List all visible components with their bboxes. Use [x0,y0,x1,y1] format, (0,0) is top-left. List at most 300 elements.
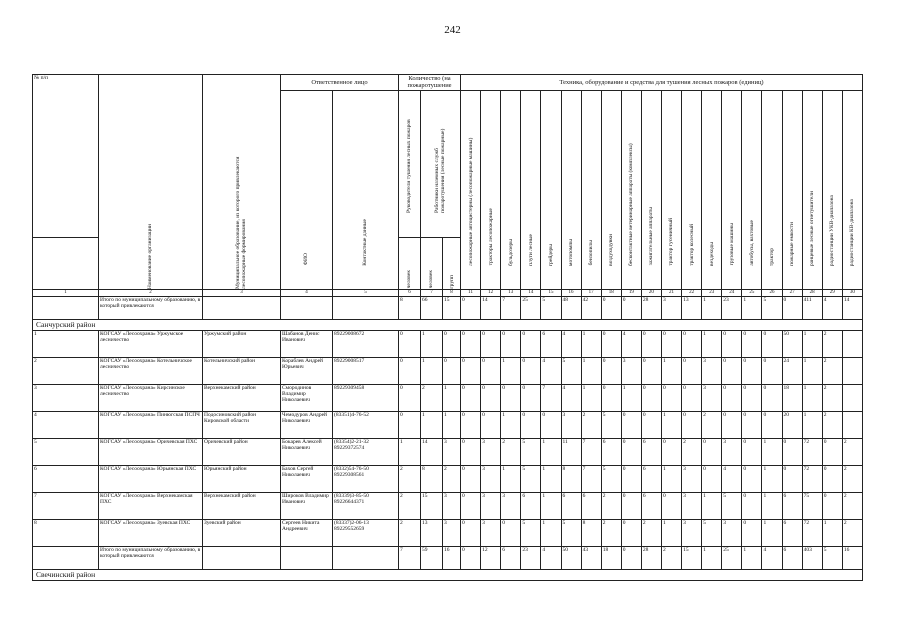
table-cell: 5 [722,492,742,519]
header-tech-11-cell [682,90,702,289]
table-cell: 1 [581,330,601,357]
table-cell: 1 [661,519,681,546]
table-cell: 1 [822,519,842,546]
table-cell: 5 [702,519,722,546]
table-cell: 0 [822,438,842,465]
table-cell: 0 [682,330,702,357]
column-number: 1 [33,290,99,297]
table-cell: 24 [782,357,802,384]
table-cell: 72 [802,465,822,492]
table-cell: 0 [461,519,481,546]
table-cell: 0 [399,330,421,357]
table-cell: 3 [682,519,702,546]
contact-data: (8332)54-76-50 89229308561 [333,465,399,492]
header-tech: грузовые машины [728,223,735,266]
table-cell: 0 [443,330,461,357]
total-value: 59 [421,546,443,569]
column-number: 22 [682,290,702,297]
table-cell: 0 [641,384,661,411]
table-cell: 1 [702,330,722,357]
table-cell: 3 [702,384,722,411]
table-cell: 6 [641,438,661,465]
column-numbers-row [33,290,863,297]
table-cell: 3 [621,357,641,384]
total-value: 48 [561,296,581,319]
table-cell: 0 [399,384,421,411]
table-cell: 6 [581,492,601,519]
table-cell: 3 [682,492,702,519]
column-number: 6 [399,290,421,297]
column-number: 26 [762,290,782,297]
column-number: 5 [333,290,399,297]
column-number: 25 [742,290,762,297]
table-cell: 0 [461,384,481,411]
table-cell: 1 [661,357,681,384]
table-cell: 0 [621,438,641,465]
header-tech: грейдеры [547,243,554,266]
table-cell: 4 [541,357,561,384]
table-cell [842,330,862,357]
header-fio-cell [281,90,333,289]
municipality: Котельничский район [203,357,281,384]
total-value: 403 [802,546,822,569]
column-number: 17 [581,290,601,297]
table-cell: 0 [722,330,742,357]
table-cell: 13 [421,519,443,546]
fire-equipment-table [32,74,863,581]
table-cell: 3 [722,438,742,465]
table-cell: 2 [399,519,421,546]
organization-name: КОГСАУ «Лесоохрана» Котельничское лесничество [99,357,203,384]
table-row [33,438,863,465]
header-tech-7-cell [601,90,621,289]
table-cell: 0 [541,411,561,438]
total-mun-cell [203,546,281,569]
total-value: 50 [561,546,581,569]
table-cell: 3 [443,519,461,546]
section-row [33,569,863,580]
section-title: Свечинский район [33,569,863,580]
header-tech-16-cell [782,90,802,289]
table-cell: 6 [521,492,541,519]
header-row-1 [33,75,863,91]
table-cell: 0 [762,384,782,411]
table-cell: 0 [661,330,681,357]
total-value: 12 [481,546,501,569]
table-cell: 2 [601,492,621,519]
table-cell: 1 [541,492,561,519]
table-cell: 7 [581,465,601,492]
total-value: 5 [822,546,842,569]
table-cell: 0 [682,411,702,438]
table-cell: 8 [421,465,443,492]
table-cell: 0 [399,411,421,438]
table-cell: 0 [702,438,722,465]
table-cell: 2 [399,492,421,519]
table-cell: 3 [481,492,501,519]
organization-name: КОГСАУ «Лесоохрана» Юрьянская ПХС [99,465,203,492]
table-cell: 0 [601,384,621,411]
total-value: 14 [481,296,501,319]
table-cell: 0 [501,384,521,411]
table-cell: 1 [762,465,782,492]
table-cell: 3 [481,465,501,492]
table-cell: 6 [641,465,661,492]
header-people-sub-cell [421,237,443,289]
table-cell: 1 [661,465,681,492]
header-tech-14-cell [742,90,762,289]
table-cell: 3 [501,492,521,519]
total-value: 1 [702,296,722,319]
table-cell: 1 [421,330,443,357]
total-value: 1 [742,546,762,569]
table-cell: 0 [742,330,762,357]
table-cell: 0 [762,411,782,438]
column-number: 27 [782,290,802,297]
column-number: 30 [842,290,862,297]
table-cell: 0 [742,384,762,411]
table-cell: 0 [661,492,681,519]
table-cell: 0 [461,492,481,519]
table-cell: 1 [541,438,561,465]
column-number: 16 [561,290,581,297]
table-row [33,330,863,357]
column-number: 15 [541,290,561,297]
table-cell: 0 [762,357,782,384]
table-cell: 0 [782,438,802,465]
table-cell: 2 [702,411,722,438]
responsible-fio: Широков Владимир Иванович [281,492,333,519]
table-cell: 1 [802,411,822,438]
table-cell: 2 [399,465,421,492]
total-value: 411 [802,296,822,319]
table-cell: 2 [443,465,461,492]
table-cell: 1 [702,492,722,519]
header-resp: Ответственное лицо [281,75,399,91]
table-cell: 2 [501,438,521,465]
table-cell: 0 [742,465,762,492]
table-cell: 0 [461,330,481,357]
header-tech: лесопожарные автоцистерны (лесопожарные машины) [467,137,474,266]
contact-data: 89229309458 [333,384,399,411]
total-value: 0 [461,546,481,569]
table-cell: 1 [621,384,641,411]
table-cell: 1 [541,519,561,546]
header-tech-19-cell [842,90,862,289]
total-num-cell [33,546,99,569]
header-people-sub: групп [448,274,455,289]
column-number: 12 [481,290,501,297]
header-tech: бесконтактные ветеринарные аппараты (комплексы) [628,143,635,266]
total-value: 6 [782,546,802,569]
table-cell: 0 [822,465,842,492]
total-value: 5 [541,296,561,319]
table-cell: 4 [722,465,742,492]
table-cell: 0 [621,411,641,438]
column-number: 7 [421,290,443,297]
total-value: 16 [842,546,862,569]
municipality: Верхнекамский район [203,492,281,519]
total-value: 25 [521,296,541,319]
table-cell: 0 [461,438,481,465]
header-people-sub-cell [399,237,421,289]
header-num: № п/п [33,75,99,238]
municipality: Уржумский район [203,330,281,357]
table-cell: 6 [541,330,561,357]
header-tech: автобусы, вахтовые [748,220,755,266]
table-cell: 0 [481,357,501,384]
total-value: 18 [601,546,621,569]
total-value: 0 [621,546,641,569]
table-cell: 2 [822,357,842,384]
table-cell: 1 [802,357,822,384]
table-cell: 2 [822,384,842,411]
table-cell: 2 [641,519,661,546]
total-contact-cell [333,546,399,569]
table-cell: 14 [421,438,443,465]
column-number: 4 [281,290,333,297]
header-num-blank [33,237,99,289]
table-cell: 5 [601,411,621,438]
table-cell: 2 [421,384,443,411]
table-cell: 2 [842,519,862,546]
table-cell: 0 [682,384,702,411]
table-cell: 1 [501,357,521,384]
table-cell: 1 [802,384,822,411]
organization-name: КОГСАУ «Лесоохрана» Уржумское лесничество [99,330,203,357]
header-tech: зажигательные аппараты [648,207,655,266]
table-cell: 5 [521,519,541,546]
contact-data: 89229008517 [333,357,399,384]
table-cell: 0 [782,465,802,492]
contact-data: (83354)2-21-32 89229372574 [333,438,399,465]
municipality: Зуевский район [203,519,281,546]
table-cell: 0 [742,492,762,519]
table-cell: 3 [443,492,461,519]
total-value: 8 [399,296,421,319]
table-cell: 0 [521,384,541,411]
table-cell: 0 [641,357,661,384]
table-cell: 0 [481,384,501,411]
table-cell: 1 [443,384,461,411]
header-tech: воздуходувки [608,233,615,266]
table-cell: 0 [501,330,521,357]
page-number: 242 [444,24,461,36]
column-number: 19 [621,290,641,297]
header-tech: мотопомпы [568,238,575,266]
header-tech-5-cell [561,90,581,289]
total-num-cell [33,296,99,319]
total-value: 0 [461,296,481,319]
table-cell: 0 [461,465,481,492]
table-cell: 0 [481,330,501,357]
total-contact-cell [333,296,399,319]
table-cell: 0 [722,357,742,384]
contact-data: (83337)2-06-13 89229552659 [333,519,399,546]
table-row [33,492,863,519]
total-value: 2 [661,546,681,569]
total-value: 3 [661,296,681,319]
header-tech: вездеходы [708,241,715,266]
table-cell: 5 [561,357,581,384]
table-row [33,411,863,438]
organization-name: КОГСАУ «Лесоохрана» Пинюгская ПСПЧ [99,411,203,438]
table-cell: 0 [682,357,702,384]
total-value: 28 [641,546,661,569]
table-cell: 50 [782,330,802,357]
column-number: 24 [722,290,742,297]
total-value: 0 [621,296,641,319]
table-cell: 0 [461,411,481,438]
table-cell: 0 [641,330,661,357]
table-cell: 1 [421,411,443,438]
table-cell: 2 [842,465,862,492]
table-cell: 2 [581,411,601,438]
total-label: Итого по муниципальному образованию, в который привлекаются [99,546,203,569]
responsible-fio: Смородинов Владимир Николаевич [281,384,333,411]
total-row-top [33,296,863,319]
header-tech-8-cell [621,90,641,289]
table-cell: 4 [561,330,581,357]
table-cell: 1 [762,519,782,546]
header-tech-15-cell [762,90,782,289]
table-cell: 6 [561,492,581,519]
table-cell: 72 [802,519,822,546]
table-cell: 1 [661,411,681,438]
contact-data: (83339)3-85-50 89226644371 [333,492,399,519]
organization-name: КОГСАУ «Лесоохрана» Оричевская ПХС [99,438,203,465]
table-cell: 0 [601,330,621,357]
table-cell [842,384,862,411]
header-tech: ранцевые лесные огнетушители [809,190,816,266]
table-cell: 0 [702,465,722,492]
header-tech: трактор колесный [688,223,695,266]
total-value: 1 [702,546,722,569]
table-cell: 8 [581,519,601,546]
column-number: 23 [702,290,722,297]
column-number: 28 [802,290,822,297]
total-value: 66 [421,296,443,319]
municipality: Подосиновский район Кировской области [203,411,281,438]
row-number: 2 [33,357,99,384]
total-mun-cell [203,296,281,319]
section-title: Санчурский район [33,319,863,330]
column-number: 29 [822,290,842,297]
table-cell: 0 [822,492,842,519]
contact-data: (83351)4-76-52 [333,411,399,438]
table-cell: 0 [621,519,641,546]
header-mun-cell [203,75,281,290]
header-tech: плуги лесные [527,233,534,266]
row-number: 3 [33,384,99,411]
column-number: 13 [501,290,521,297]
responsible-fio: Шабанов Денис Иванович [281,330,333,357]
table-cell: 6 [601,438,621,465]
header-people-sub: человек [428,270,435,289]
table-cell: 1 [762,438,782,465]
section-row [33,319,863,330]
row-number: 7 [33,492,99,519]
table-cell: 20 [782,411,802,438]
table-cell: 2 [682,438,702,465]
table-cell: 5 [561,519,581,546]
table-row [33,519,863,546]
table-cell: 0 [399,357,421,384]
header-tech-2-cell [501,90,521,289]
municipality: Юрьянский район [203,465,281,492]
header-tech-10-cell [661,90,681,289]
row-number: 8 [33,519,99,546]
table-cell: 2 [822,330,842,357]
municipality: Верхнекамский район [203,384,281,411]
total-value: 0 [782,296,802,319]
table-cell: 0 [461,357,481,384]
table-cell: 0 [443,357,461,384]
table-cell: 0 [621,492,641,519]
table-cell: 5 [521,465,541,492]
header-tech: пожарные емкости [789,221,796,266]
total-value: 16 [443,546,461,569]
table-cell: 2 [822,411,842,438]
column-number: 11 [461,290,481,297]
table-cell: 0 [742,519,762,546]
table-cell: 4 [621,330,641,357]
table-cell: 0 [762,330,782,357]
header-people-sub: человек [406,270,413,289]
table-cell: 0 [722,384,742,411]
table-cell: 75 [802,492,822,519]
total-value: 23 [722,296,742,319]
table-cell: 8 [561,465,581,492]
table-cell: 0 [722,411,742,438]
responsible-fio: Бокарев Алексей Николаевич [281,438,333,465]
header-tech-0-cell [461,90,481,289]
header-tech-9-cell [641,90,661,289]
header-tech-4-cell [541,90,561,289]
table-cell: 6 [641,492,661,519]
responsible-fio: Бахов Сергей Николаевич [281,465,333,492]
column-number: 8 [443,290,461,297]
header-tech-17-cell [802,90,822,289]
table-cell: 18 [782,384,802,411]
table-cell: 0 [521,411,541,438]
table-cell: 6 [782,492,802,519]
municipality: Оричевский район [203,438,281,465]
header-tech: радиостанции КВ-диапазона [849,198,856,266]
header-org: Наименование организации [147,223,154,289]
table-cell: 0 [661,384,681,411]
table-cell: 72 [802,438,822,465]
total-value: 4 [822,296,842,319]
column-number: 18 [601,290,621,297]
header-people-1: Руководители тушения лесных пожаров [406,119,413,213]
table-cell: 0 [521,357,541,384]
total-value: 28 [641,296,661,319]
table-cell: 3 [702,357,722,384]
row-number: 5 [33,438,99,465]
header-tech-3-cell [521,90,541,289]
column-number: 20 [641,290,661,297]
table-cell: 1 [501,465,521,492]
total-value: 42 [581,296,601,319]
column-number: 2 [99,290,203,297]
header-contacts-cell [333,90,399,289]
table-cell: 0 [742,357,762,384]
header-people-2-cell [421,90,461,237]
header-people-1-cell [399,90,421,237]
header-people-2: Работники наземных служб пожаротушения (лесные пожарные) [434,128,447,213]
header-count-group: Количество (на пожаротушение [399,75,461,91]
